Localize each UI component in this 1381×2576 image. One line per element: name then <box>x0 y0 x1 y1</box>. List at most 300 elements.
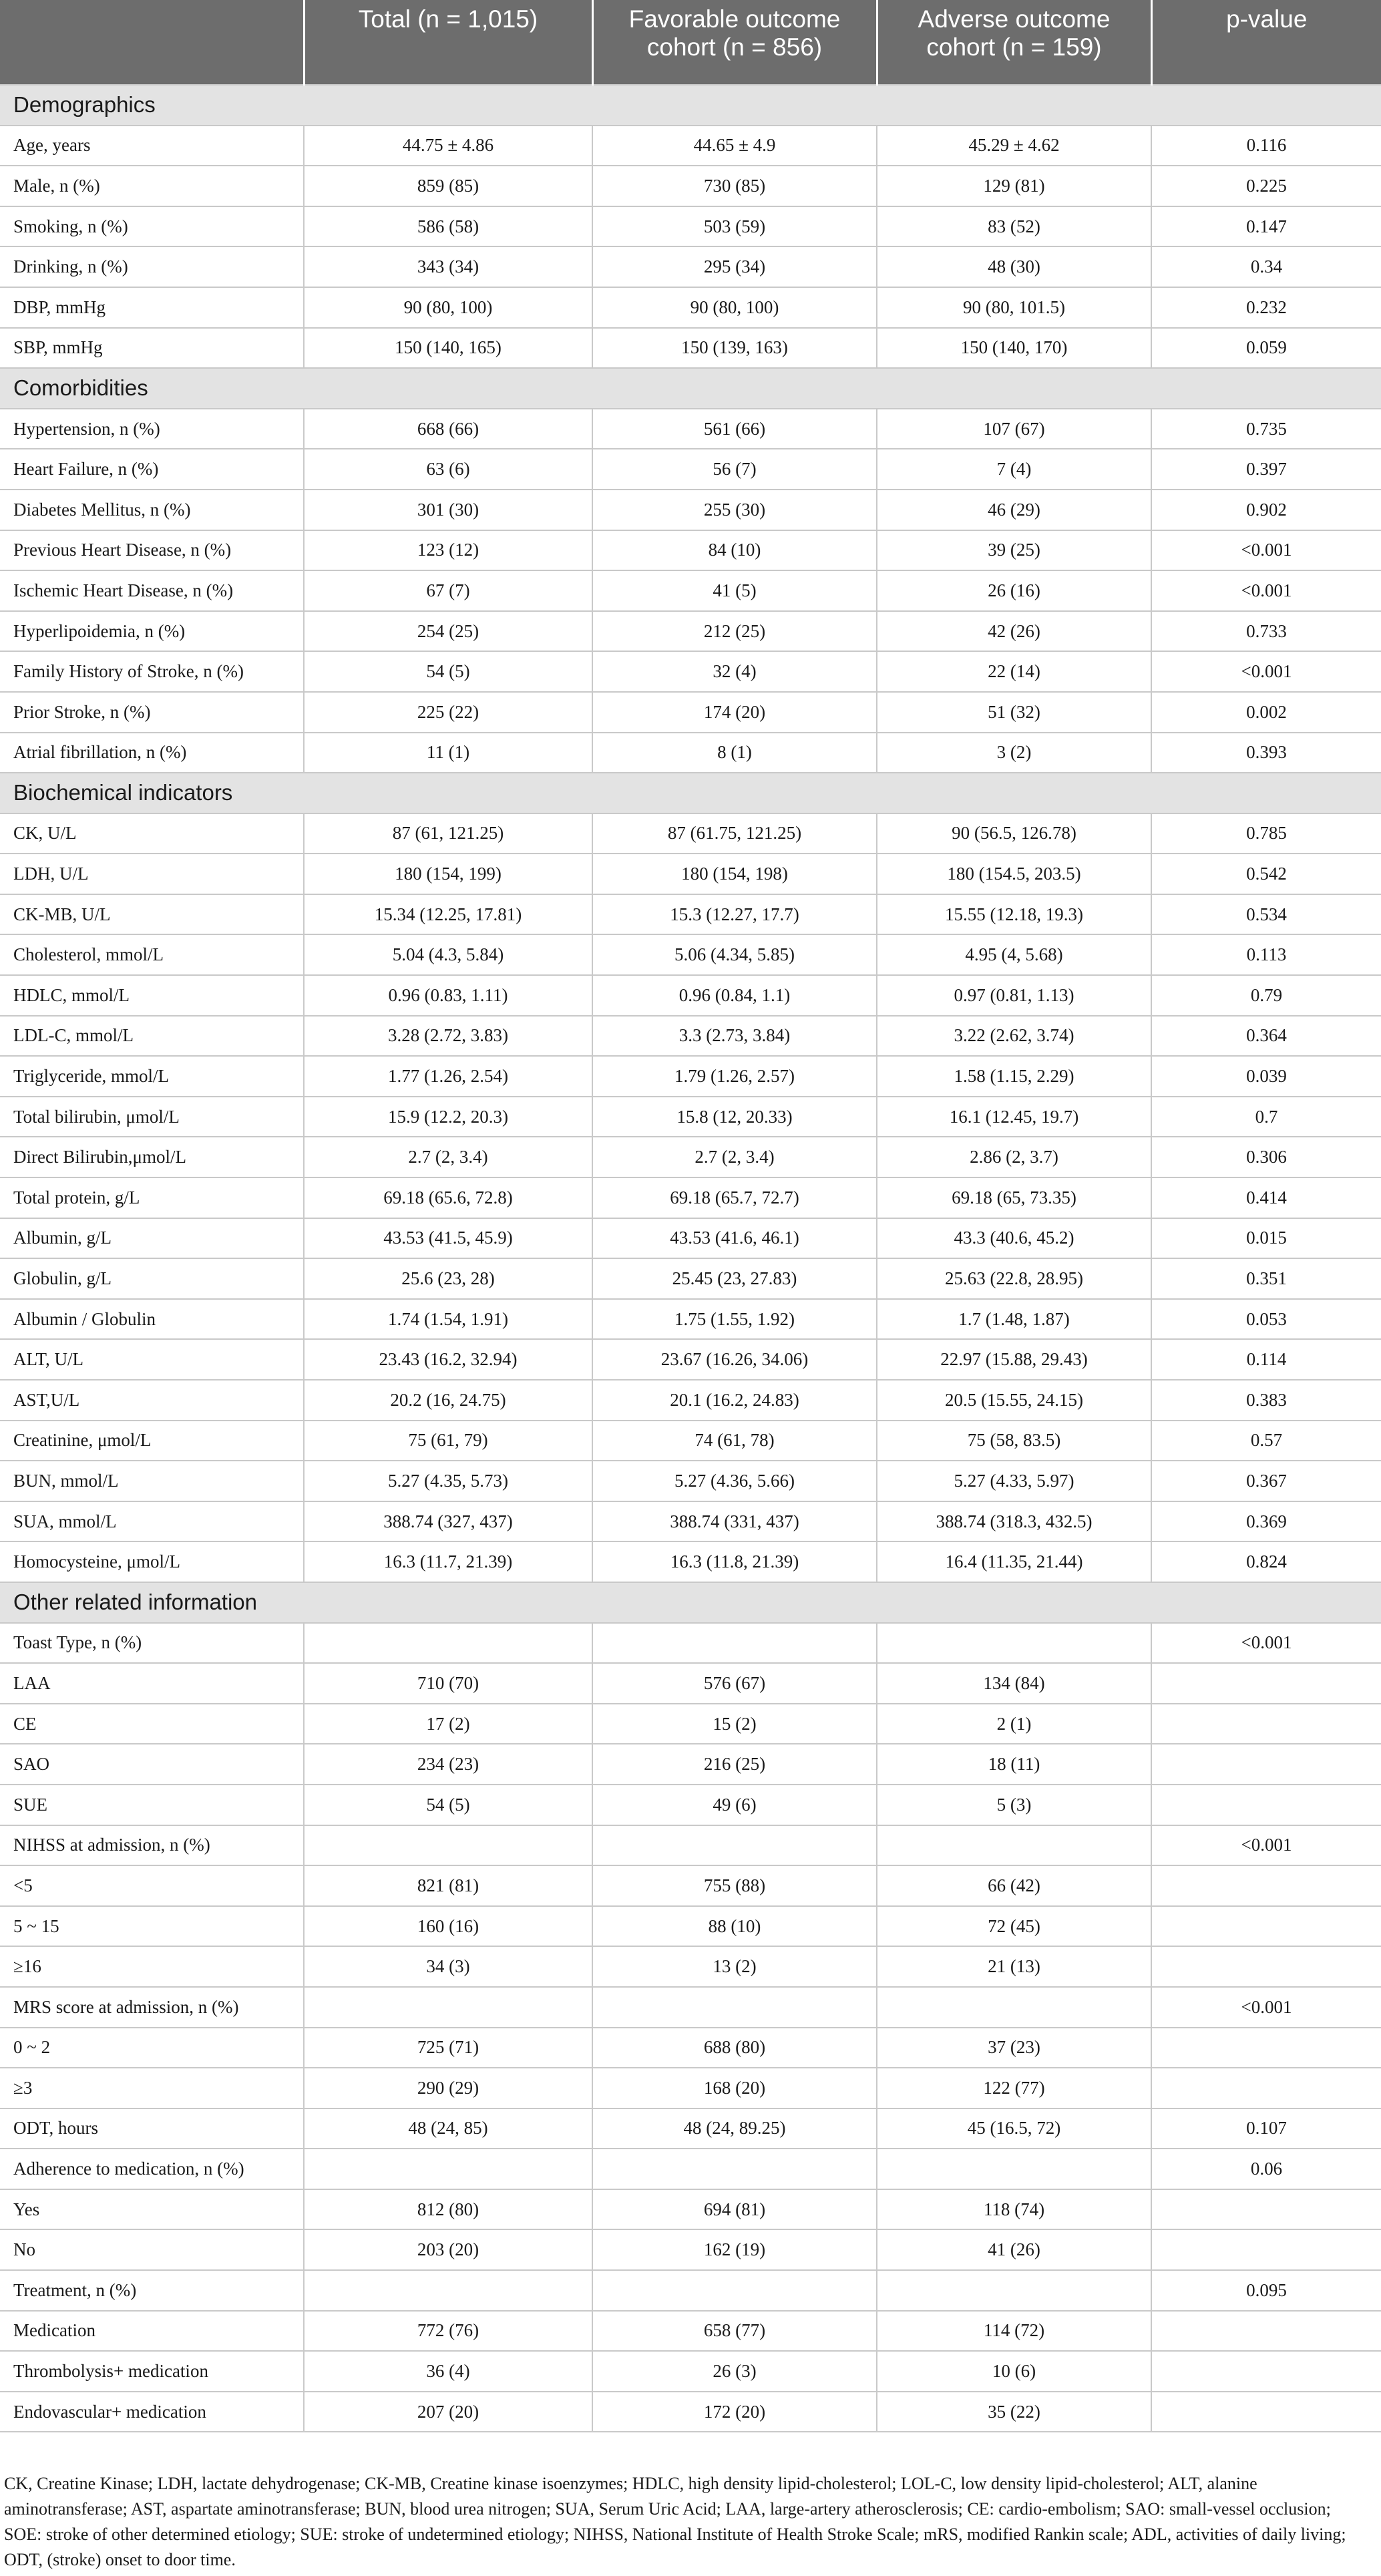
row-label: Total bilirubin, μmol/L <box>0 1097 304 1137</box>
table-row <box>0 2149 1381 2189</box>
p-value: 0.147 <box>1151 206 1381 247</box>
adverse-value: 21 (13) <box>877 1946 1151 1987</box>
header-total: Total (n = 1,015) <box>304 0 592 85</box>
p-value: 0.383 <box>1151 1380 1381 1421</box>
adverse-value: 18 (11) <box>877 1744 1151 1785</box>
table-row <box>0 1501 1381 1542</box>
row-label: HDLC, mmol/L <box>0 975 304 1016</box>
adverse-value: 7 (4) <box>877 449 1151 490</box>
table-row <box>0 1663 1381 1704</box>
total-value: 812 (80) <box>304 2189 592 2230</box>
adverse-value: 75 (58, 83.5) <box>877 1421 1151 1461</box>
p-value: <0.001 <box>1151 570 1381 611</box>
p-value <box>1151 1906 1381 1947</box>
row-label: Toast Type, n (%) <box>0 1623 304 1664</box>
total-value: 25.6 (23, 28) <box>304 1258 592 1299</box>
favorable-value: 150 (139, 163) <box>592 328 877 369</box>
favorable-value: 3.3 (2.73, 3.84) <box>592 1016 877 1057</box>
table-row <box>0 854 1381 894</box>
p-value: 0.367 <box>1151 1461 1381 1501</box>
favorable-value: 15.3 (12.27, 17.7) <box>592 894 877 935</box>
adverse-value: 26 (16) <box>877 570 1151 611</box>
row-label: Endovascular+ medication <box>0 2392 304 2432</box>
p-value: 0.733 <box>1151 611 1381 652</box>
row-label: CK, U/L <box>0 813 304 854</box>
table-row <box>0 1865 1381 1906</box>
row-label: Homocysteine, μmol/L <box>0 1541 304 1582</box>
adverse-value: 25.63 (22.8, 28.95) <box>877 1258 1151 1299</box>
section-header-row <box>0 368 1381 409</box>
row-label: Hypertension, n (%) <box>0 409 304 449</box>
total-value: 290 (29) <box>304 2068 592 2108</box>
total-value: 75 (61, 79) <box>304 1421 592 1461</box>
adverse-value: 10 (6) <box>877 2351 1151 2392</box>
table-row <box>0 1785 1381 1825</box>
table-row <box>0 1704 1381 1744</box>
p-value: 0.369 <box>1151 1501 1381 1542</box>
row-label: SBP, mmHg <box>0 328 304 369</box>
header-row <box>0 0 1381 85</box>
table-row <box>0 206 1381 247</box>
total-value: 388.74 (327, 437) <box>304 1501 592 1542</box>
row-label: Age, years <box>0 126 304 166</box>
adverse-value: 42 (26) <box>877 611 1151 652</box>
row-label: ODT, hours <box>0 2108 304 2149</box>
row-label: <5 <box>0 1865 304 1906</box>
row-label: SUA, mmol/L <box>0 1501 304 1542</box>
p-value <box>1151 2068 1381 2108</box>
adverse-value: 90 (80, 101.5) <box>877 287 1151 328</box>
table-row <box>0 2392 1381 2432</box>
table-row <box>0 651 1381 692</box>
favorable-value: 388.74 (331, 437) <box>592 1501 877 1542</box>
adverse-value: 69.18 (65, 73.35) <box>877 1177 1151 1218</box>
favorable-value: 162 (19) <box>592 2229 877 2270</box>
adverse-value <box>877 2149 1151 2189</box>
p-value <box>1151 2311 1381 2352</box>
adverse-value <box>877 2270 1151 2311</box>
adverse-value: 129 (81) <box>877 166 1151 206</box>
adverse-value: 51 (32) <box>877 692 1151 733</box>
row-label: Heart Failure, n (%) <box>0 449 304 490</box>
row-label: MRS score at admission, n (%) <box>0 1987 304 2028</box>
row-label: SUE <box>0 1785 304 1825</box>
favorable-value: 74 (61, 78) <box>592 1421 877 1461</box>
row-label: ≥3 <box>0 2068 304 2108</box>
p-value: 0.002 <box>1151 692 1381 733</box>
favorable-value: 90 (80, 100) <box>592 287 877 328</box>
p-value: <0.001 <box>1151 530 1381 571</box>
p-value <box>1151 1785 1381 1825</box>
row-label: Hyperlipoidemia, n (%) <box>0 611 304 652</box>
row-label: SAO <box>0 1744 304 1785</box>
adverse-value: 3 (2) <box>877 733 1151 773</box>
adverse-value: 122 (77) <box>877 2068 1151 2108</box>
p-value: 0.414 <box>1151 1177 1381 1218</box>
adverse-value: 45.29 ± 4.62 <box>877 126 1151 166</box>
table-row <box>0 2068 1381 2108</box>
adverse-value: 2 (1) <box>877 1704 1151 1744</box>
favorable-value: 688 (80) <box>592 2028 877 2068</box>
favorable-value: 56 (7) <box>592 449 877 490</box>
favorable-value: 561 (66) <box>592 409 877 449</box>
adverse-value: 22 (14) <box>877 651 1151 692</box>
row-label: CE <box>0 1704 304 1744</box>
adverse-value: 15.55 (12.18, 19.3) <box>877 894 1151 935</box>
table-row <box>0 449 1381 490</box>
p-value: 0.393 <box>1151 733 1381 773</box>
row-label: 0 ~ 2 <box>0 2028 304 2068</box>
favorable-value <box>592 2149 877 2189</box>
row-label: 5 ~ 15 <box>0 1906 304 1947</box>
table-row <box>0 611 1381 652</box>
p-value: 0.232 <box>1151 287 1381 328</box>
total-value <box>304 1623 592 1664</box>
favorable-value: 41 (5) <box>592 570 877 611</box>
table-row <box>0 530 1381 571</box>
favorable-value: 20.1 (16.2, 24.83) <box>592 1380 877 1421</box>
table-row <box>0 1137 1381 1177</box>
table-row <box>0 2270 1381 2311</box>
total-value: 586 (58) <box>304 206 592 247</box>
section-header-row <box>0 85 1381 126</box>
table-footnote: CK, Creatine Kinase; LDH, lactate dehydrogenase; CK-MB, Creatine kinase isoenzymes; HDLC, high density lipid-cholesterol; LOL-C, low density lipid-cholesterol; ALT, alanine aminotransferase; AST, aspartate aminotransferase; BUN, blood urea nitrogen; SUA, Serum Uric Acid; LAA, large-artery atherosclerosis; CE: cardio-embolism; SAO: small-vessel occlusion; SOE: stroke of other determined etiology; SUE: stroke of undetermined etiology; NIHSS, National Institute of Health Stroke Scale; mRS, modified Rankin scale; ADL, activities of daily living; ODT, (stroke) onset to door time. <box>4 2474 1346 2569</box>
p-value: 0.364 <box>1151 1016 1381 1057</box>
total-value: 821 (81) <box>304 1865 592 1906</box>
adverse-value: 90 (56.5, 126.78) <box>877 813 1151 854</box>
table-row <box>0 1016 1381 1057</box>
row-label: Yes <box>0 2189 304 2230</box>
total-value: 3.28 (2.72, 3.83) <box>304 1016 592 1057</box>
adverse-value: 39 (25) <box>877 530 1151 571</box>
p-value: 0.039 <box>1151 1056 1381 1097</box>
adverse-value: 134 (84) <box>877 1663 1151 1704</box>
adverse-value: 4.95 (4, 5.68) <box>877 934 1151 975</box>
adverse-value: 0.97 (0.81, 1.13) <box>877 975 1151 1016</box>
row-label: Albumin, g/L <box>0 1218 304 1259</box>
table-row <box>0 246 1381 287</box>
favorable-value: 43.53 (41.6, 46.1) <box>592 1218 877 1259</box>
total-value: 36 (4) <box>304 2351 592 2392</box>
table-row <box>0 287 1381 328</box>
p-value: 0.542 <box>1151 854 1381 894</box>
table-row <box>0 1623 1381 1664</box>
favorable-value: 216 (25) <box>592 1744 877 1785</box>
favorable-value: 25.45 (23, 27.83) <box>592 1258 877 1299</box>
total-value: 90 (80, 100) <box>304 287 592 328</box>
adverse-value: 5 (3) <box>877 1785 1151 1825</box>
p-value: 0.113 <box>1151 934 1381 975</box>
favorable-value: 172 (20) <box>592 2392 877 2432</box>
total-value: 5.27 (4.35, 5.73) <box>304 1461 592 1501</box>
p-value <box>1151 2028 1381 2068</box>
favorable-value: 44.65 ± 4.9 <box>592 126 877 166</box>
total-value: 67 (7) <box>304 570 592 611</box>
p-value: 0.7 <box>1151 1097 1381 1137</box>
adverse-value: 83 (52) <box>877 206 1151 247</box>
favorable-value: 180 (154, 198) <box>592 854 877 894</box>
row-label: DBP, mmHg <box>0 287 304 328</box>
row-label: Family History of Stroke, n (%) <box>0 651 304 692</box>
table-body <box>0 85 1381 2432</box>
row-label: Diabetes Mellitus, n (%) <box>0 490 304 530</box>
table-row <box>0 570 1381 611</box>
row-label: NIHSS at admission, n (%) <box>0 1825 304 1866</box>
table-row <box>0 2229 1381 2270</box>
total-value: 710 (70) <box>304 1663 592 1704</box>
section-title: Demographics <box>0 85 1381 126</box>
total-value: 254 (25) <box>304 611 592 652</box>
favorable-value: 0.96 (0.84, 1.1) <box>592 975 877 1016</box>
adverse-value <box>877 1825 1151 1866</box>
p-value: 0.225 <box>1151 166 1381 206</box>
favorable-value: 32 (4) <box>592 651 877 692</box>
row-label: Adherence to medication, n (%) <box>0 2149 304 2189</box>
table-row <box>0 1744 1381 1785</box>
p-value: 0.114 <box>1151 1339 1381 1380</box>
total-value: 44.75 ± 4.86 <box>304 126 592 166</box>
p-value <box>1151 2229 1381 2270</box>
adverse-value: 43.3 (40.6, 45.2) <box>877 1218 1151 1259</box>
total-value: 69.18 (65.6, 72.8) <box>304 1177 592 1218</box>
favorable-value <box>592 2270 877 2311</box>
adverse-value: 46 (29) <box>877 490 1151 530</box>
row-label: Ischemic Heart Disease, n (%) <box>0 570 304 611</box>
table-row <box>0 975 1381 1016</box>
favorable-value: 730 (85) <box>592 166 877 206</box>
table-row <box>0 1177 1381 1218</box>
total-value: 343 (34) <box>304 246 592 287</box>
total-value: 34 (3) <box>304 1946 592 1987</box>
adverse-value: 41 (26) <box>877 2229 1151 2270</box>
p-value <box>1151 1946 1381 1987</box>
adverse-value: 45 (16.5, 72) <box>877 2108 1151 2149</box>
row-label: No <box>0 2229 304 2270</box>
adverse-value: 37 (23) <box>877 2028 1151 2068</box>
total-value: 43.53 (41.5, 45.9) <box>304 1218 592 1259</box>
total-value: 859 (85) <box>304 166 592 206</box>
total-value: 48 (24, 85) <box>304 2108 592 2149</box>
row-label: LAA <box>0 1663 304 1704</box>
adverse-value: 3.22 (2.62, 3.74) <box>877 1016 1151 1057</box>
row-label: LDH, U/L <box>0 854 304 894</box>
p-value: 0.735 <box>1151 409 1381 449</box>
favorable-value: 755 (88) <box>592 1865 877 1906</box>
adverse-value: 72 (45) <box>877 1906 1151 1947</box>
table-row <box>0 1097 1381 1137</box>
adverse-value: 16.1 (12.45, 19.7) <box>877 1097 1151 1137</box>
favorable-value <box>592 1623 877 1664</box>
p-value: 0.015 <box>1151 1218 1381 1259</box>
p-value <box>1151 1704 1381 1744</box>
table-row <box>0 1380 1381 1421</box>
row-label: Drinking, n (%) <box>0 246 304 287</box>
row-label: ALT, U/L <box>0 1339 304 1380</box>
table-row <box>0 813 1381 854</box>
row-label: Medication <box>0 2311 304 2352</box>
row-label: Treatment, n (%) <box>0 2270 304 2311</box>
table-row <box>0 409 1381 449</box>
total-value: 17 (2) <box>304 1704 592 1744</box>
p-value: <0.001 <box>1151 1623 1381 1664</box>
total-value: 2.7 (2, 3.4) <box>304 1137 592 1177</box>
total-value: 150 (140, 165) <box>304 328 592 369</box>
total-value: 54 (5) <box>304 651 592 692</box>
favorable-value: 8 (1) <box>592 733 877 773</box>
favorable-value: 5.27 (4.36, 5.66) <box>592 1461 877 1501</box>
p-value: 0.57 <box>1151 1421 1381 1461</box>
table-row <box>0 2028 1381 2068</box>
p-value: 0.902 <box>1151 490 1381 530</box>
adverse-value: 1.58 (1.15, 2.29) <box>877 1056 1151 1097</box>
total-value: 63 (6) <box>304 449 592 490</box>
favorable-value <box>592 1825 877 1866</box>
table-row <box>0 2351 1381 2392</box>
favorable-value: 694 (81) <box>592 2189 877 2230</box>
total-value: 123 (12) <box>304 530 592 571</box>
p-value: 0.785 <box>1151 813 1381 854</box>
favorable-value: 84 (10) <box>592 530 877 571</box>
row-label: ≥16 <box>0 1946 304 1987</box>
favorable-value: 23.67 (16.26, 34.06) <box>592 1339 877 1380</box>
p-value <box>1151 2392 1381 2432</box>
favorable-value <box>592 1987 877 2028</box>
p-value: 0.053 <box>1151 1299 1381 1340</box>
favorable-value: 87 (61.75, 121.25) <box>592 813 877 854</box>
favorable-value: 15 (2) <box>592 1704 877 1744</box>
p-value <box>1151 2351 1381 2392</box>
p-value: 0.107 <box>1151 2108 1381 2149</box>
adverse-value: 180 (154.5, 203.5) <box>877 854 1151 894</box>
section-title: Comorbidities <box>0 368 1381 409</box>
table-row <box>0 1339 1381 1380</box>
table-row <box>0 2189 1381 2230</box>
p-value: <0.001 <box>1151 1987 1381 2028</box>
p-value <box>1151 1663 1381 1704</box>
row-label: Globulin, g/L <box>0 1258 304 1299</box>
adverse-value <box>877 1623 1151 1664</box>
table-row <box>0 1218 1381 1259</box>
total-value <box>304 1825 592 1866</box>
p-value: 0.095 <box>1151 2270 1381 2311</box>
favorable-value: 15.8 (12, 20.33) <box>592 1097 877 1137</box>
table-row <box>0 1906 1381 1947</box>
row-label: Total protein, g/L <box>0 1177 304 1218</box>
total-value: 772 (76) <box>304 2311 592 2352</box>
p-value: 0.06 <box>1151 2149 1381 2189</box>
table-row <box>0 126 1381 166</box>
adverse-value: 22.97 (15.88, 29.43) <box>877 1339 1151 1380</box>
header-p-value: p-value <box>1151 0 1381 85</box>
table-row <box>0 1461 1381 1501</box>
row-label: Smoking, n (%) <box>0 206 304 247</box>
total-value: 668 (66) <box>304 409 592 449</box>
table-row <box>0 2311 1381 2352</box>
favorable-value: 168 (20) <box>592 2068 877 2108</box>
total-value <box>304 1987 592 2028</box>
adverse-value: 5.27 (4.33, 5.97) <box>877 1461 1151 1501</box>
table-row <box>0 1987 1381 2028</box>
favorable-value: 255 (30) <box>592 490 877 530</box>
total-value: 54 (5) <box>304 1785 592 1825</box>
total-value: 725 (71) <box>304 2028 592 2068</box>
total-value: 15.9 (12.2, 20.3) <box>304 1097 592 1137</box>
favorable-value: 26 (3) <box>592 2351 877 2392</box>
total-value: 1.74 (1.54, 1.91) <box>304 1299 592 1340</box>
favorable-value: 48 (24, 89.25) <box>592 2108 877 2149</box>
total-value: 16.3 (11.7, 21.39) <box>304 1541 592 1582</box>
total-value: 11 (1) <box>304 733 592 773</box>
favorable-value: 1.79 (1.26, 2.57) <box>592 1056 877 1097</box>
table-row <box>0 934 1381 975</box>
row-label: Direct Bilirubin,μmol/L <box>0 1137 304 1177</box>
favorable-value: 88 (10) <box>592 1906 877 1947</box>
table-row <box>0 894 1381 935</box>
table-row <box>0 490 1381 530</box>
table-row <box>0 1299 1381 1340</box>
adverse-value: 118 (74) <box>877 2189 1151 2230</box>
p-value: 0.116 <box>1151 126 1381 166</box>
row-label: LDL-C, mmol/L <box>0 1016 304 1057</box>
total-value: 301 (30) <box>304 490 592 530</box>
p-value: 0.534 <box>1151 894 1381 935</box>
p-value: 0.397 <box>1151 449 1381 490</box>
total-value: 207 (20) <box>304 2392 592 2432</box>
adverse-value: 114 (72) <box>877 2311 1151 2352</box>
p-value <box>1151 2189 1381 2230</box>
total-value: 160 (16) <box>304 1906 592 1947</box>
section-title: Other related information <box>0 1582 1381 1623</box>
table-row <box>0 733 1381 773</box>
header-favorable-cohort: Favorable outcome cohort (n = 856) <box>592 0 877 85</box>
total-value: 15.34 (12.25, 17.81) <box>304 894 592 935</box>
header-adverse-cohort: Adverse outcome cohort (n = 159) <box>877 0 1151 85</box>
total-value: 0.96 (0.83, 1.11) <box>304 975 592 1016</box>
favorable-value: 13 (2) <box>592 1946 877 1987</box>
table-row <box>0 328 1381 369</box>
table-row <box>0 1541 1381 1582</box>
table-row <box>0 1421 1381 1461</box>
adverse-value: 16.4 (11.35, 21.44) <box>877 1541 1151 1582</box>
row-label: Triglyceride, mmol/L <box>0 1056 304 1097</box>
p-value: 0.79 <box>1151 975 1381 1016</box>
table-row <box>0 2108 1381 2149</box>
adverse-value: 20.5 (15.55, 24.15) <box>877 1380 1151 1421</box>
total-value: 20.2 (16, 24.75) <box>304 1380 592 1421</box>
favorable-value: 16.3 (11.8, 21.39) <box>592 1541 877 1582</box>
table-row <box>0 1056 1381 1097</box>
section-title: Biochemical indicators <box>0 773 1381 813</box>
p-value: 0.824 <box>1151 1541 1381 1582</box>
p-value: <0.001 <box>1151 651 1381 692</box>
p-value: 0.351 <box>1151 1258 1381 1299</box>
p-value: 0.34 <box>1151 246 1381 287</box>
adverse-value: 1.7 (1.48, 1.87) <box>877 1299 1151 1340</box>
favorable-value: 69.18 (65.7, 72.7) <box>592 1177 877 1218</box>
adverse-value: 48 (30) <box>877 246 1151 287</box>
row-label: Atrial fibrillation, n (%) <box>0 733 304 773</box>
row-label: CK-MB, U/L <box>0 894 304 935</box>
total-value: 1.77 (1.26, 2.54) <box>304 1056 592 1097</box>
total-value <box>304 2149 592 2189</box>
table-header <box>0 0 1381 85</box>
header-variable <box>0 0 304 85</box>
total-value <box>304 2270 592 2311</box>
adverse-value: 107 (67) <box>877 409 1151 449</box>
row-label: Previous Heart Disease, n (%) <box>0 530 304 571</box>
section-header-row <box>0 1582 1381 1623</box>
table-row <box>0 692 1381 733</box>
